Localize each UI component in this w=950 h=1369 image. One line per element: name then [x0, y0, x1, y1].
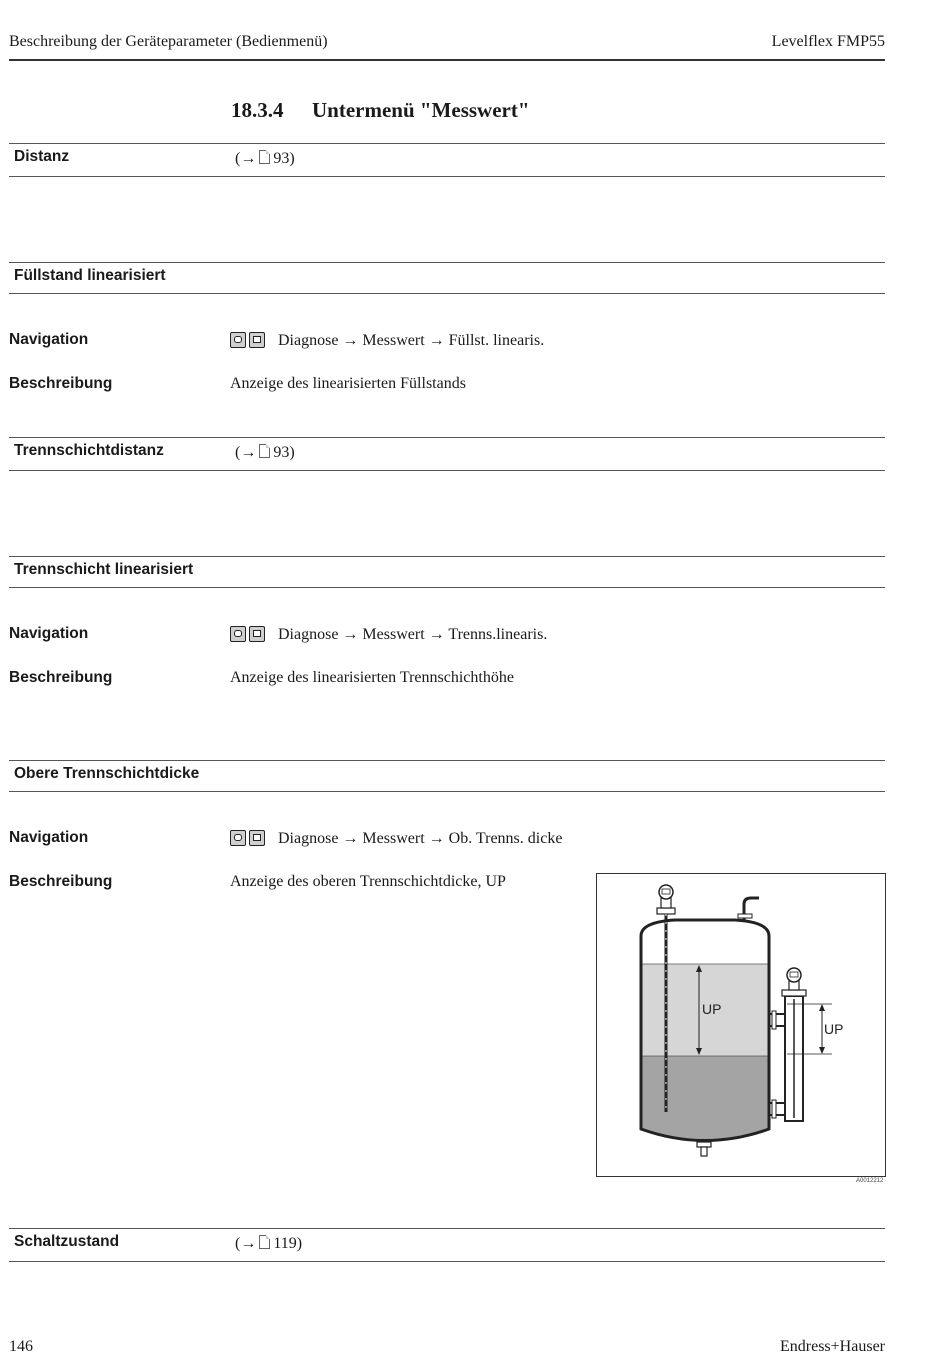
- ref-arrow: (→: [235, 1235, 257, 1252]
- navigation-label: Navigation: [9, 829, 89, 846]
- tank-illustration: [597, 874, 885, 1176]
- param-ref-distanz[interactable]: [235, 150, 295, 168]
- display-menu-icon: [249, 830, 265, 846]
- param-rule-bottom: [9, 587, 885, 588]
- param-name-distanz: Distanz: [14, 148, 70, 165]
- param-name-obere-trennschichtdicke: Obere Trennschichtdicke: [14, 765, 200, 782]
- param-ref-schaltzustand[interactable]: [235, 1235, 302, 1253]
- param-rule-top: [9, 437, 885, 438]
- description-text: Anzeige des linearisierten Trennschichthöhe: [230, 669, 514, 686]
- section-number: 18.3.4: [231, 98, 284, 122]
- param-rule-top: [9, 262, 885, 263]
- ref-arrow: (→: [235, 150, 257, 167]
- param-name-trennschichtdistanz: Trennschichtdistanz: [14, 442, 164, 459]
- figure-code: A0012212: [856, 1178, 884, 1184]
- ref-page: 93): [273, 150, 295, 167]
- footer-brand: Endress+Hauser: [780, 1338, 885, 1355]
- lower-phase: [641, 1056, 769, 1139]
- navigation-path: [230, 332, 544, 351]
- page-icon: [259, 150, 270, 164]
- navigation-label: Navigation: [9, 625, 89, 642]
- description-text: Anzeige des linearisierten Füllstands: [230, 375, 466, 392]
- nav-path-text: Diagnose → Messwert → Füllst. linearis.: [278, 332, 545, 350]
- header-right: Levelflex FMP55: [771, 33, 885, 50]
- section-title: Untermenü "Messwert": [312, 98, 530, 122]
- param-name-fuellstand-linearisiert: Füllstand linearisiert: [14, 267, 166, 284]
- param-rule-top: [9, 143, 885, 144]
- param-rule-top: [9, 556, 885, 557]
- page-icon: [259, 444, 270, 458]
- param-name-trennschicht-linearisiert: Trennschicht linearisiert: [14, 561, 194, 578]
- header-left: Beschreibung der Geräteparameter (Bedienmenü): [9, 33, 328, 50]
- header-rule: [9, 59, 885, 61]
- page-icon: [259, 1235, 270, 1249]
- expert-menu-icon: [230, 626, 246, 642]
- navigation-path: [230, 626, 547, 645]
- nav-path-text: Diagnose → Messwert → Trenns.linearis.: [278, 626, 548, 644]
- ref-arrow: (→: [235, 444, 257, 461]
- description-label: Beschreibung: [9, 873, 113, 890]
- param-rule-top: [9, 1228, 885, 1229]
- param-rule-bottom: [9, 470, 885, 471]
- param-rule-bottom: [9, 293, 885, 294]
- display-menu-icon: [249, 626, 265, 642]
- navigation-path: [230, 830, 562, 849]
- ref-page: 119): [273, 1235, 303, 1252]
- param-rule-bottom: [9, 791, 885, 792]
- navigation-label: Navigation: [9, 331, 89, 348]
- param-rule-top: [9, 760, 885, 761]
- param-ref-trennschichtdistanz[interactable]: [235, 444, 295, 462]
- description-label: Beschreibung: [9, 375, 113, 392]
- up-label-bypass: UP: [824, 1021, 844, 1037]
- tank-diagram: [596, 873, 886, 1177]
- ref-page: 93): [273, 444, 295, 461]
- param-rule-bottom: [9, 1261, 885, 1262]
- description-label: Beschreibung: [9, 669, 113, 686]
- param-name-schaltzustand: Schaltzustand: [14, 1233, 120, 1250]
- display-menu-icon: [249, 332, 265, 348]
- expert-menu-icon: [230, 830, 246, 846]
- up-label-tank: UP: [702, 1001, 722, 1017]
- param-rule-bottom: [9, 176, 885, 177]
- nav-path-text: Diagnose → Messwert → Ob. Trenns. dicke: [278, 830, 563, 848]
- page-number: 146: [9, 1338, 33, 1355]
- expert-menu-icon: [230, 332, 246, 348]
- description-text: Anzeige des oberen Trennschichtdicke, UP: [230, 873, 506, 890]
